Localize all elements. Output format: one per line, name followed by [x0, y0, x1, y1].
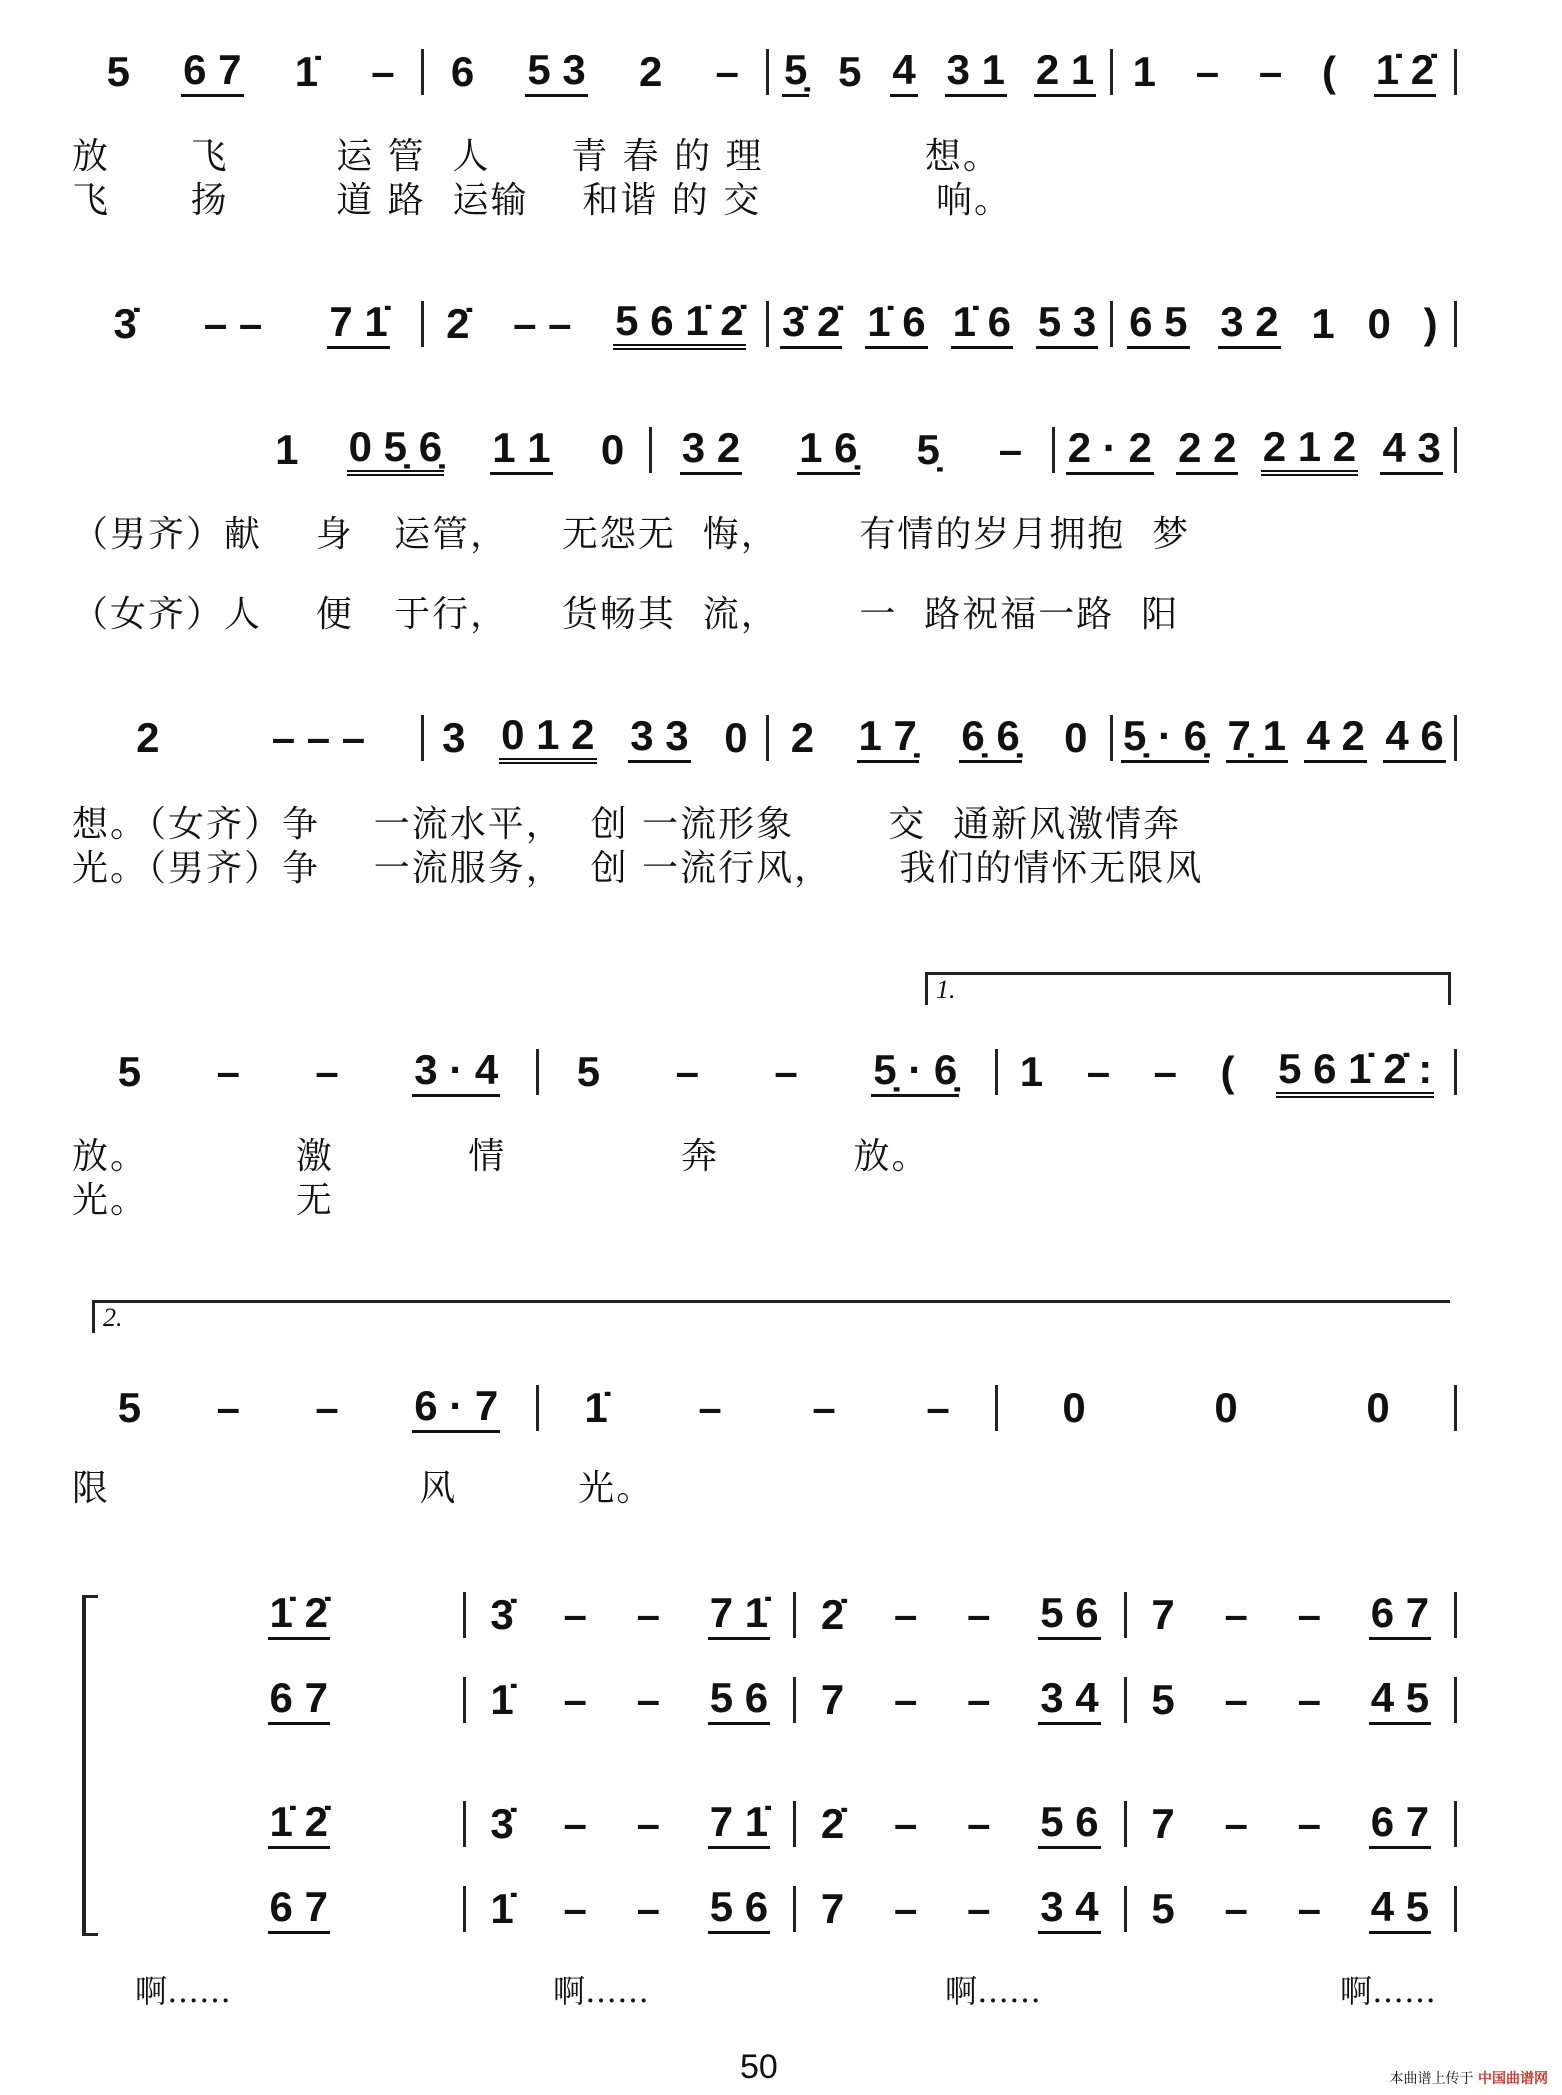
measure	[1127, 1590, 1455, 1639]
note-group: –	[893, 1590, 918, 1638]
bar-line	[1454, 1801, 1457, 1847]
lyric-line: 光。（男齐）争 一流服务， 创 一流行风， 我们的情怀无限风	[72, 848, 1204, 889]
ah-lyric: 啊……	[1340, 1972, 1437, 2010]
note-group: –	[636, 1799, 660, 1847]
note-group: –	[1224, 1799, 1248, 1847]
measure	[1113, 713, 1454, 762]
measure	[769, 299, 1110, 348]
note-group: 1̇ 2̇	[268, 1799, 330, 1848]
note-group: 1̇ 6	[865, 299, 927, 348]
note-group: 1 1	[490, 425, 552, 474]
note-group: 0	[1214, 1383, 1238, 1431]
watermark-prefix: 本曲谱上传于	[1389, 2071, 1474, 2087]
bar-line	[1454, 49, 1457, 95]
measure	[250, 424, 649, 476]
note-group: 1̇	[584, 1383, 608, 1431]
note-group: 6 7	[268, 1884, 330, 1933]
choir-line-2	[135, 1670, 1457, 1730]
measure	[796, 1675, 1124, 1724]
note-group: – –	[203, 299, 263, 347]
note-group: –	[563, 1884, 587, 1932]
bar-line	[1454, 1385, 1457, 1431]
measure	[135, 1590, 463, 1639]
note-group: 5 6	[708, 1675, 770, 1724]
note-group: –	[636, 1675, 660, 1723]
note-group: )	[1423, 299, 1438, 347]
note-group: 5̣	[916, 425, 940, 473]
volta-1-label: 1.	[936, 975, 956, 1004]
note-group: 1 7̣	[857, 713, 919, 762]
measure	[466, 1799, 794, 1848]
note-group: 6 7	[268, 1675, 330, 1724]
note-group: 5 3	[1036, 299, 1098, 348]
watermark-site: 中国曲谱网	[1478, 2071, 1548, 2087]
measure	[539, 1047, 995, 1096]
note-group: 5 6 1̇ 2̇	[613, 298, 745, 350]
note-group: –	[1195, 47, 1220, 95]
note-group: –	[1258, 47, 1283, 95]
note-group: 0	[1367, 299, 1391, 347]
note-group: –	[1297, 1884, 1321, 1932]
note-group: 3̇	[490, 1590, 514, 1638]
note-group: –	[216, 1047, 240, 1095]
note-group: –	[371, 47, 395, 95]
note-group: 0 5̣ 6̣	[347, 424, 444, 476]
measure	[466, 1590, 794, 1639]
note-group: 5	[106, 47, 130, 95]
note-group: 0 1 2	[499, 712, 596, 764]
note-group: 3 3	[628, 713, 690, 762]
note-group: –	[1224, 1884, 1248, 1932]
measure	[466, 1675, 794, 1724]
note-group: 4 6	[1383, 713, 1445, 762]
volta-2-label: 2.	[103, 1303, 123, 1332]
note-group: 5	[117, 1047, 142, 1095]
note-group: –	[967, 1799, 991, 1847]
measure	[80, 47, 421, 96]
note-group: 7̣ 1	[1226, 713, 1288, 762]
lyric-line: （男齐）献 身 运管， 无怨无 悔， 有情的岁月拥抱 梦	[72, 514, 1191, 555]
note-group: 5	[1151, 1884, 1175, 1932]
note-group: 4 5	[1369, 1675, 1431, 1724]
note-group: –	[893, 1884, 918, 1932]
ah-lyric: 啊……	[135, 1972, 232, 2010]
note-group: 2 1 2	[1261, 424, 1358, 476]
lyric-line: 放 飞 运 管 人 青 春 的 理 想。	[72, 136, 1001, 177]
note-group: –	[1224, 1590, 1248, 1638]
note-group: 1	[1311, 299, 1335, 347]
note-group: 5 6	[1038, 1590, 1100, 1639]
note-group: 3 1	[945, 47, 1007, 96]
note-group: –	[315, 1047, 339, 1095]
note-group: –	[893, 1675, 918, 1723]
note-group: 5	[838, 47, 862, 95]
note-group: 1 6̣	[797, 425, 859, 474]
choir-line-1	[135, 1585, 1457, 1645]
note-group: 2 2	[1176, 425, 1238, 474]
note-group: 2	[790, 713, 815, 761]
note-group: 3 4	[1038, 1884, 1100, 1933]
note-group: 5 6	[708, 1884, 770, 1933]
lyric-line: （女齐）人 便 于行， 货畅其 流， 一 路祝福一路 阳	[72, 594, 1180, 635]
note-group: 5 3	[525, 47, 587, 96]
measure	[796, 1799, 1124, 1848]
note-group: –	[1297, 1799, 1321, 1847]
measure	[796, 1884, 1124, 1933]
note-group: – –	[513, 299, 572, 347]
note-group: 1̇	[490, 1884, 514, 1932]
note-group: 5̣ · 6̣	[1121, 713, 1209, 762]
note-group: –	[563, 1675, 587, 1723]
note-group: 2̇	[446, 299, 470, 347]
measure	[796, 1590, 1124, 1639]
score-line-6	[80, 1378, 1457, 1438]
measure	[80, 1047, 536, 1096]
note-group: –	[563, 1590, 587, 1638]
note-group: –	[1297, 1675, 1321, 1723]
note-group: 7	[820, 1884, 845, 1932]
note-group: –	[715, 47, 739, 95]
measure	[1055, 424, 1454, 476]
note-group: 0	[1064, 713, 1088, 761]
note-group: –	[216, 1383, 240, 1431]
note-group: 2 · 2	[1066, 425, 1154, 474]
watermark	[1390, 2068, 1548, 2088]
note-group: 4 5	[1369, 1884, 1431, 1933]
measure	[1127, 1799, 1455, 1848]
note-group: 6̣ 6̣	[959, 713, 1021, 762]
note-group: 6	[450, 47, 475, 95]
note-group: 3̇	[490, 1799, 514, 1847]
note-group: –	[774, 1047, 798, 1095]
note-group: –	[1086, 1047, 1111, 1095]
note-group: 7 1̇	[708, 1590, 770, 1639]
note-group: –	[926, 1383, 950, 1431]
note-group: 0	[1366, 1383, 1390, 1431]
note-group: 6 5	[1127, 299, 1189, 348]
note-group: 7 1̇	[327, 299, 389, 348]
note-group: 5	[576, 1047, 601, 1095]
note-group: 1	[275, 425, 299, 473]
note-group: 7	[820, 1675, 845, 1723]
note-group: –	[812, 1383, 836, 1431]
bar-line	[1454, 301, 1457, 347]
note-group: 1̇ 2̇	[268, 1590, 330, 1639]
measure	[424, 712, 765, 764]
note-group: 2 1	[1034, 47, 1096, 96]
measure	[1127, 1675, 1455, 1724]
note-group: 0	[724, 713, 748, 761]
note-group: 3̇	[113, 299, 137, 347]
measure	[769, 713, 1110, 762]
measure	[424, 47, 765, 96]
note-group: 7 1̇	[708, 1799, 770, 1848]
choir-line-3	[135, 1794, 1457, 1854]
measure	[998, 1385, 1454, 1431]
measure	[539, 1385, 995, 1431]
note-group: 4 2	[1304, 713, 1366, 762]
note-group: 3 2	[1218, 299, 1280, 348]
note-group: 1̇	[490, 1675, 514, 1723]
note-group: –	[698, 1383, 722, 1431]
note-group: – – –	[271, 713, 366, 761]
note-group: 3 4	[1038, 1675, 1100, 1724]
note-group: 7	[1151, 1590, 1175, 1638]
note-group: 5̣	[782, 47, 809, 96]
measure	[769, 47, 1110, 96]
bar-line	[1454, 1886, 1457, 1932]
note-group: –	[967, 1675, 991, 1723]
measure	[1113, 299, 1454, 348]
score-line-3	[250, 420, 1457, 480]
ah-lyric: 啊……	[945, 1972, 1042, 2010]
note-group: –	[967, 1884, 991, 1932]
note-group: 6 7	[1369, 1799, 1431, 1848]
note-group: 4	[890, 47, 917, 96]
lyric-line: 想。（女齐）争 一流水平， 创 一流形象 交 通新风激情奔	[72, 804, 1182, 845]
bar-line	[1454, 1049, 1457, 1095]
choir-brace	[82, 1595, 98, 1936]
note-group: –	[563, 1799, 587, 1847]
lyric-line: 光。 无	[72, 1180, 334, 1221]
note-group: 1̇ 2̇	[1374, 47, 1436, 96]
note-group: 5	[117, 1383, 142, 1431]
volta-2-bracket	[92, 1300, 1450, 1333]
note-group: 1̇	[294, 47, 319, 95]
note-group: 0	[600, 425, 625, 473]
lyric-line: 飞 扬 道 路 运输 和谐 的 交 响。	[72, 180, 1012, 221]
note-group: 7	[1151, 1799, 1175, 1847]
measure	[652, 425, 1051, 474]
score-line-1	[80, 42, 1457, 102]
note-group: 2̇	[820, 1799, 845, 1847]
note-group: –	[967, 1590, 991, 1638]
note-group: 3 2	[680, 425, 742, 474]
score-line-4	[80, 708, 1457, 768]
measure	[135, 1884, 463, 1933]
note-group: 6 7	[1369, 1590, 1431, 1639]
note-group: (	[1321, 47, 1336, 95]
measure	[466, 1884, 794, 1933]
measure	[135, 1675, 463, 1724]
note-group: –	[893, 1799, 918, 1847]
choir-line-4	[135, 1879, 1457, 1939]
note-group: 3 · 4	[412, 1047, 500, 1096]
ah-lyric: 啊……	[553, 1972, 650, 2010]
note-group: –	[636, 1884, 660, 1932]
measure	[80, 715, 421, 761]
note-group: 6 · 7	[412, 1383, 500, 1432]
note-group: –	[315, 1383, 339, 1431]
note-group: 4 3	[1380, 425, 1442, 474]
measure	[1127, 1884, 1455, 1933]
measure	[80, 299, 421, 348]
volta-1-bracket	[925, 972, 1451, 1005]
measure	[998, 1046, 1454, 1098]
page-number: 50	[740, 2048, 778, 2086]
measure	[80, 1383, 536, 1432]
score-line-2	[80, 294, 1457, 354]
note-group: 2	[136, 713, 160, 761]
lyric-line: 限 风 光。	[72, 1468, 655, 1509]
note-group: 6 7	[181, 47, 243, 96]
lyric-line: 放。 激 情 奔 放。	[72, 1136, 930, 1177]
bar-line	[1454, 715, 1457, 761]
measure	[1113, 47, 1454, 96]
note-group: 3̇ 2̇	[780, 299, 842, 348]
note-group: (	[1220, 1047, 1235, 1095]
note-group: –	[636, 1590, 660, 1638]
note-group: 0	[1062, 1383, 1086, 1431]
note-group: 3	[442, 713, 466, 761]
note-group: 1̇ 6	[951, 299, 1013, 348]
note-group: –	[1297, 1590, 1321, 1638]
note-group: –	[1224, 1675, 1248, 1723]
note-group: 1	[1019, 1047, 1044, 1095]
note-group: 2	[638, 47, 663, 95]
note-group: 5 6	[1038, 1799, 1100, 1848]
bar-line	[1454, 427, 1457, 473]
bar-line	[1454, 1677, 1457, 1723]
note-group: –	[1153, 1047, 1177, 1095]
note-group: 2̇	[820, 1590, 845, 1638]
score-line-5	[80, 1042, 1457, 1102]
measure	[135, 1799, 463, 1848]
note-group: 5̣ · 6̣	[871, 1047, 959, 1096]
note-group: –	[998, 425, 1023, 473]
measure	[424, 298, 765, 350]
note-group: –	[675, 1047, 699, 1095]
note-group: 5	[1151, 1675, 1175, 1723]
bar-line	[1454, 1592, 1457, 1638]
note-group: 5 6 1̇ 2̇ :	[1276, 1046, 1434, 1098]
note-group: 1	[1132, 47, 1156, 95]
